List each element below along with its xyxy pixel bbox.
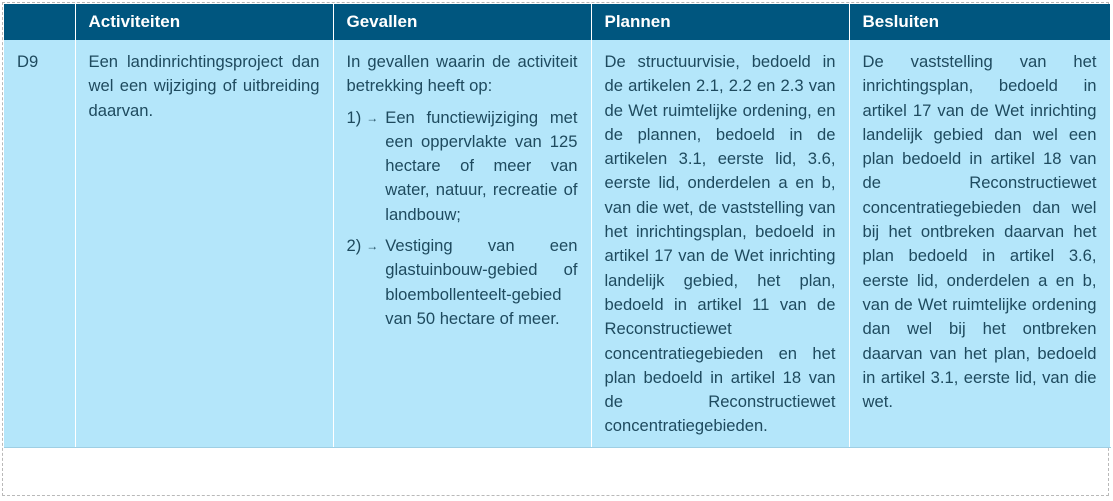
case-text: Vestiging van een glastuinbouw-gebied of bloembollenteelt-gebied van 50 hectare of meer. [385, 236, 578, 328]
cell-code: D9 [4, 40, 75, 447]
case-number: 2) [346, 236, 362, 256]
gevallen-intro: In gevallen waarin de activiteit betrekking heeft op: [346, 52, 578, 96]
header-besluiten: Besluiten [849, 4, 1110, 40]
header-activiteiten: Activiteiten [75, 4, 333, 40]
header-gevallen: Gevallen [333, 4, 591, 40]
list-item [347, 234, 578, 331]
arrow-right-icon: → [366, 110, 379, 125]
cell-gevallen [333, 40, 591, 447]
regulation-table [4, 4, 1111, 448]
cell-besluiten: De vaststelling van het inrichtingsplan, bedoeld in artikel 17 van de Wet inrichting landelijk gebied dan wel een plan bedoeld in artikel 18 van de Reconstructiewet concentratiegebieden dan wel bij het ontbreken daarvan het plan bedoeld in artikel 3.6, eerste lid, onderdelen a en b, van de Wet ruimtelijke ordening dan wel bij het ontbreken daarvan van het plan, bedoeld in artikel 3.1, eerste lid, van die wet. [849, 40, 1110, 447]
case-text: Een functiewijziging met een oppervlakte van 125 hectare of meer van water, natuur, recreatie of landbouw; [385, 107, 578, 224]
table-row [4, 40, 1110, 447]
cell-activiteiten: Een landinrichtingsproject dan wel een wijziging of uitbreiding daarvan. [75, 40, 333, 447]
case-number: 1) [346, 107, 362, 127]
arrow-right-icon: → [366, 239, 379, 254]
list-item [347, 106, 578, 227]
header-code [4, 4, 75, 40]
cases-list [347, 106, 578, 332]
header-plannen: Plannen [591, 4, 849, 40]
cell-plannen: De structuurvisie, bedoeld in de artikelen 2.1, 2.2 en 2.3 van de Wet ruimtelijke ordening, en de plannen, bedoeld in de artikelen 3.1, eerste lid, 3.6, eerste lid, onderdelen a en b, van die wet, de vaststelling van het inrichtingsplan, bedoeld in artikel 17 van de Wet inrichting landelijk gebied, het plan, bedoeld in artikel 11 van de Reconstructiewet concentratiegebieden en het plan bedoeld in artikel 18 van de Reconstructiewet concentratiegebieden. [591, 40, 849, 447]
header-row [4, 4, 1110, 40]
